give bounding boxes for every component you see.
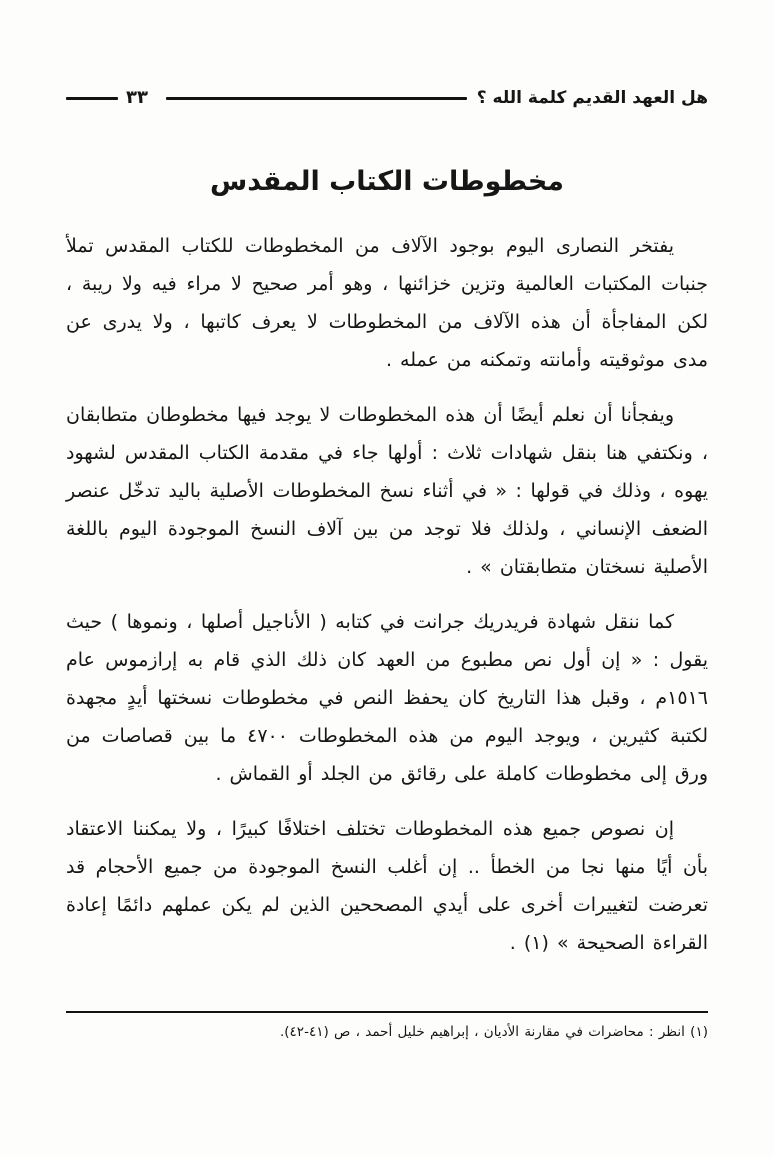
header-rule-short — [66, 97, 118, 100]
footnote-area — [66, 1011, 708, 1042]
paragraph-1: يفتخر النصارى اليوم بوجود الآلاف من المخطوطات للكتاب المقدس تملأ جنبات المكتبات العالمية وتزين خزائنها ، وهو أمر صحيح لا مراء فيه ولا ريبة ، لكن المفاجأة أن هذه الآلاف من المخطوطات لا يعرف كاتبها ، ولا يدرى عن مدى موثوقيته وأمانته وتمكنه من عمله . — [66, 235, 708, 371]
running-head-title: هل العهد القديم كلمة الله ؟ — [476, 88, 708, 108]
page-header — [66, 86, 708, 110]
footnote-divider — [66, 1011, 708, 1013]
page-number: ٣٣ — [126, 87, 148, 108]
paragraph-4: إن نصوص جميع هذه المخطوطات تختلف اختلافًا كبيرًا ، ولا يمكننا الاعتقاد بأن أيًا منها نجا من الخطأ .. إن أغلب النسخ الموجودة من جميع الأحجام قد تعرضت لتغييرات أخرى على أيدي المصححين الذين لم يكن عملهم دائمًا إعادة القراءة الصحيحة » (١) . — [66, 818, 708, 954]
header-rule-long — [166, 97, 467, 100]
chapter-title: مخطوطات الكتاب المقدس — [209, 166, 565, 197]
paragraph-2: ويفجأنا أن نعلم أيضًا أن هذه المخطوطات لا يوجد فيها مخطوطان متطابقان ، ونكتفي هنا بنقل شهادات ثلاث : أولها جاء في مقدمة الكتاب المقدس لشهود يهوه ، وذلك في قولها : « في أثناء نسخ المخطوطات الأصلية باليد تدخّل عنصر الضعف الإنساني ، ولذلك فلا توجد من بين آلاف النسخ الموجودة اليوم باللغة الأصلية نسختان متطابقتان » . — [66, 404, 708, 578]
paragraph-3: كما ننقل شهادة فريدريك جرانت في كتابه ( الأناجيل أصلها ، ونموها ) حيث يقول : « إن أول نص مطبوع من العهد كان ذلك الذي قام به إرازموس عام ١٥١٦م ، وقبل هذا التاريخ كان يحفظ النص في مخطوطات نسختها أيدٍ مجهدة لكتبة كثيرين ، ويوجد اليوم من هذه المخطوطات ٤٧٠٠ ما بين قصاصات من ورق إلى مخطوطات كاملة على رقائق من الجلد أو القماش . — [66, 611, 708, 785]
footnote-text: (١) انظر : محاضرات في مقارنة الأديان ، إبراهيم خليل أحمد ، ص (٤١-٤٢). — [279, 1024, 708, 1040]
body-text — [66, 227, 708, 962]
